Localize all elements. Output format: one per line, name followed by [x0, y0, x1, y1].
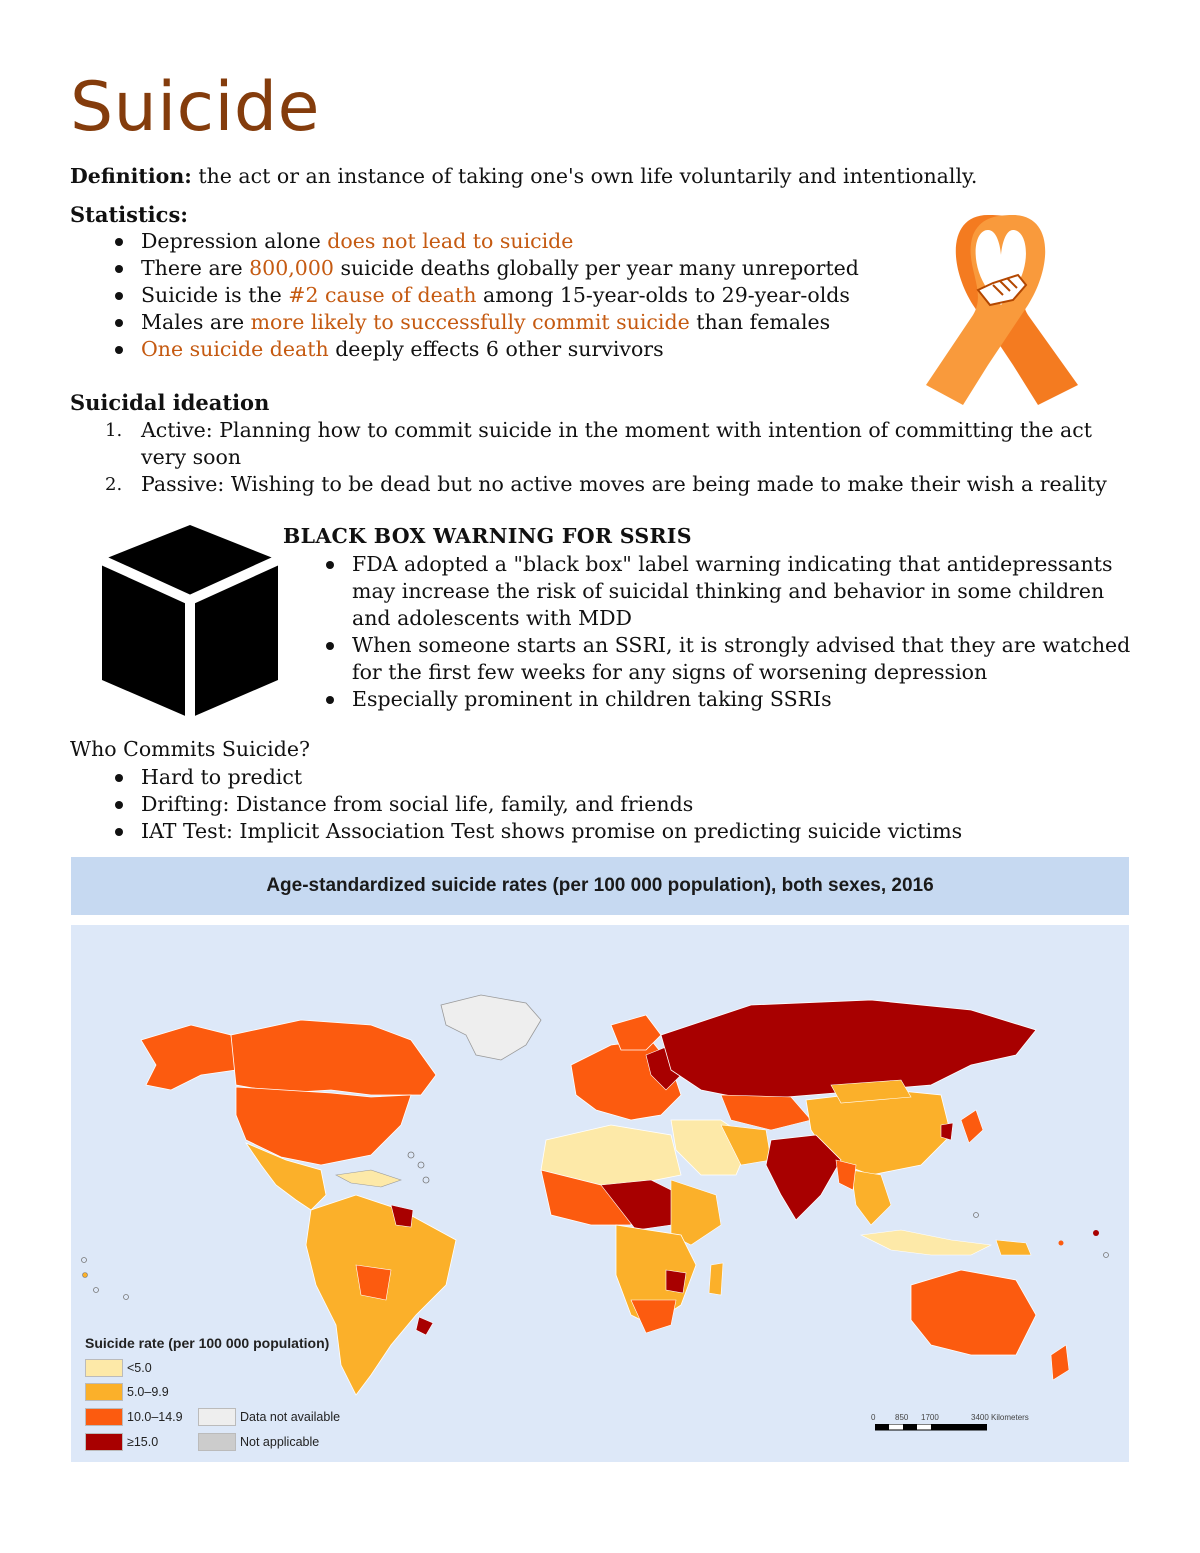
list-item: Drifting: Distance from social life, family, and friends: [141, 791, 1041, 818]
legend-item: [198, 1408, 340, 1426]
map-region-uruguay: [416, 1317, 433, 1335]
map-title: Age-standardized suicide rates (per 100 000 population), both sexes, 2016: [266, 875, 934, 896]
who-heading: Who Commits Suicide?: [70, 737, 310, 761]
map-region-greenland: [441, 995, 541, 1060]
map-region-kazakhstan: [721, 1095, 811, 1130]
highlight-text: does not lead to suicide: [327, 229, 574, 253]
list-item: One suicide death deeply effects 6 other survivors: [141, 336, 901, 363]
list-item: Depression alone does not lead to suicide: [141, 228, 901, 255]
scale-tick: 1700: [921, 1413, 939, 1422]
map-scale-bar: [871, 1413, 1029, 1437]
legend-item: [198, 1433, 319, 1451]
map-region-indonesia: [861, 1230, 991, 1255]
legend-item: [85, 1433, 158, 1451]
map-region-zimbabwe: [666, 1270, 686, 1293]
list-number: 1.: [105, 420, 123, 441]
statistics-heading: Statistics:: [70, 202, 189, 227]
list-item: When someone starts an SSRI, it is strongly advised that they are watched for the first few weeks for any signs of worsening depression: [352, 632, 1142, 686]
list-item: Hard to predict: [141, 764, 1041, 791]
definition: [70, 164, 977, 188]
legend-item: [85, 1383, 169, 1401]
awareness-ribbon-icon: [918, 205, 1083, 410]
legend-label: ≥15.0: [127, 1435, 159, 1449]
legend-swatch: [85, 1408, 123, 1426]
black-box-heading: BLACK BOX WARNING FOR SSRIS: [283, 524, 692, 548]
scale-tick: 3400 Kilometers: [971, 1413, 1029, 1422]
map-region-caribbean: [336, 1170, 401, 1187]
map-region-new-zealand: [1051, 1345, 1069, 1380]
list-item: Especially prominent in children taking SSRIs: [352, 686, 1142, 713]
list-item: Suicide is the #2 cause of death among 15-year-olds to 29-year-olds: [141, 282, 901, 309]
map-region-australia: [911, 1270, 1036, 1355]
legend-swatch: [85, 1433, 123, 1451]
legend-swatch: [198, 1433, 236, 1451]
map-region-bolivia: [356, 1265, 391, 1300]
black-box-list: [352, 551, 1142, 713]
legend-swatch: [198, 1408, 236, 1426]
map-region-alaska: [141, 1025, 236, 1090]
list-item: FDA adopted a "black box" label warning indicating that antidepressants may increase the risk of suicidal thinking and behavior in some children and adolescents with MDD: [352, 551, 1142, 632]
scale-tick: 850: [895, 1413, 909, 1422]
legend-label: 10.0–14.9: [127, 1410, 183, 1424]
map-legend: [85, 1335, 385, 1455]
legend-item: [85, 1408, 183, 1426]
highlight-text: 800,000: [249, 256, 334, 280]
map-region-papua: [996, 1240, 1031, 1255]
ideation-heading: Suicidal ideation: [70, 390, 270, 415]
map-region-canada: [231, 1020, 436, 1095]
legend-swatch: [85, 1359, 123, 1377]
legend-item: [85, 1359, 152, 1377]
scale-tick: 0: [871, 1413, 876, 1422]
list-item: 2. Passive: Wishing to be dead but no active moves are being made to make their wish a reality: [105, 472, 1107, 496]
page-title: Suicide: [70, 68, 320, 147]
highlight-text: One suicide death: [141, 337, 329, 361]
who-list: [141, 764, 1041, 845]
legend-label: Data not available: [240, 1410, 341, 1424]
legend-label: Not applicable: [240, 1435, 320, 1449]
list-item: IAT Test: Implicit Association Test shows promise on predicting suicide victims: [141, 818, 1041, 845]
ideation-list: [105, 417, 1111, 498]
highlight-text: #2 cause of death: [288, 283, 477, 307]
definition-text: the act or an instance of taking one's own life voluntarily and intentionally.: [191, 164, 978, 188]
list-item: Males are more likely to successfully commit suicide than females: [141, 309, 901, 336]
map-header: [71, 857, 1129, 915]
list-item: There are 800,000 suicide deaths globally per year many unreported: [141, 255, 901, 282]
definition-label: Definition:: [70, 164, 192, 188]
list-number: 2.: [105, 474, 123, 495]
black-box-icon: [100, 520, 280, 720]
legend-swatch: [85, 1383, 123, 1401]
map-region-madagascar: [709, 1263, 723, 1295]
map-region-korea: [941, 1123, 953, 1140]
map-region-myanmar: [836, 1160, 856, 1190]
scale-bar-graphic: [875, 1424, 987, 1432]
statistics-list: [141, 228, 901, 363]
legend-label: 5.0–9.9: [127, 1385, 169, 1399]
world-map: [71, 925, 1129, 1462]
legend-title: Suicide rate (per 100 000 population): [85, 1335, 330, 1351]
list-item: 1. Active: Planning how to commit suicide in the moment with intention of committing the act very soon: [105, 418, 1092, 469]
highlight-text: more likely to successfully commit suicide: [250, 310, 690, 334]
map-region-japan: [961, 1110, 983, 1143]
legend-label: <5.0: [127, 1361, 152, 1375]
map-region-southeast-asia: [851, 1170, 891, 1225]
